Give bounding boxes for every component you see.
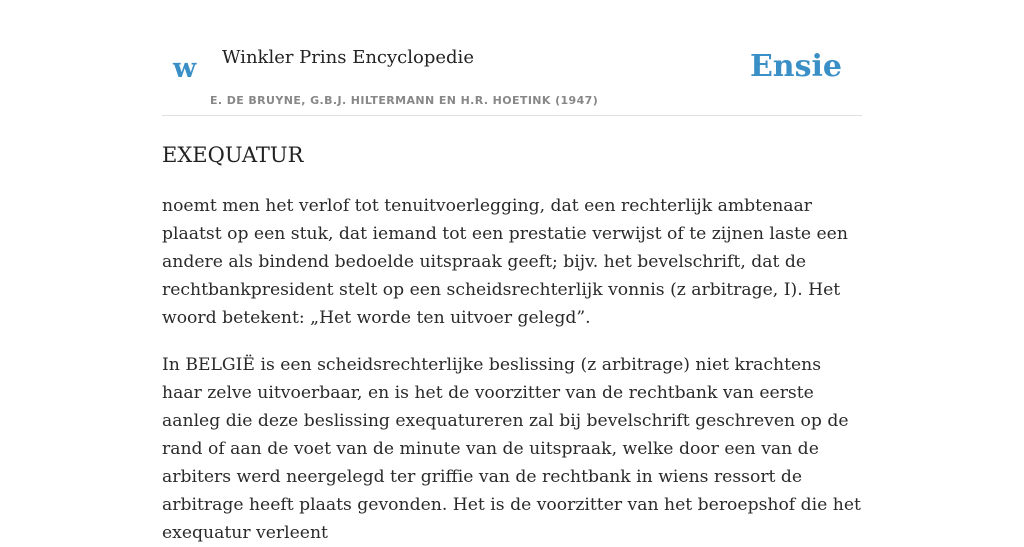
ensie-brand-link[interactable]: Ensie <box>749 49 842 84</box>
article-headword: EXEQUATUR <box>162 143 304 167</box>
article-body <box>162 140 864 547</box>
article-paragraph: noemt men het verlof tot tenuitvoerlegging, dat een rechterlijk ambtenaar plaatst op een stuk, dat iemand tot een prestatie verwijst of te zijnen laste een andere als bindend bedoelde uitspraak geeft; bijv. het bevelschrift, dat de rechtbankpresident stelt op een scheidsrechterlijk vonnis (z arbitrage, I). Het woord betekent: „Het worde ten uitvoer gelegd”. <box>162 196 848 328</box>
site-title[interactable]: Winkler Prins Encyclopedie <box>222 47 474 68</box>
article-paragraph: In BELGIË is een scheidsrechterlijke beslissing (z arbitrage) niet krachtens haar zelve uitvoerbaar, en is het de voorzitter van de rechtbank van eerste aanleg die deze beslissing exequatureren zal bij bevelschrift geschreven op de rand of aan de voet van de minute van de uitspraak, welke door een van de arbiters werd neergelegd ter griffie van de rechtbank in wiens ressort de arbitrage heeft plaats gevonden. Het is de voorzitter van het beroepshof die het exequatur verleent <box>162 355 861 543</box>
byline: E. DE BRUYNE, G.B.J. HILTERMANN EN H.R. HOETINK (1947) <box>210 94 599 107</box>
winkler-prins-logo-icon[interactable]: w <box>173 53 197 84</box>
site-header <box>162 40 862 116</box>
